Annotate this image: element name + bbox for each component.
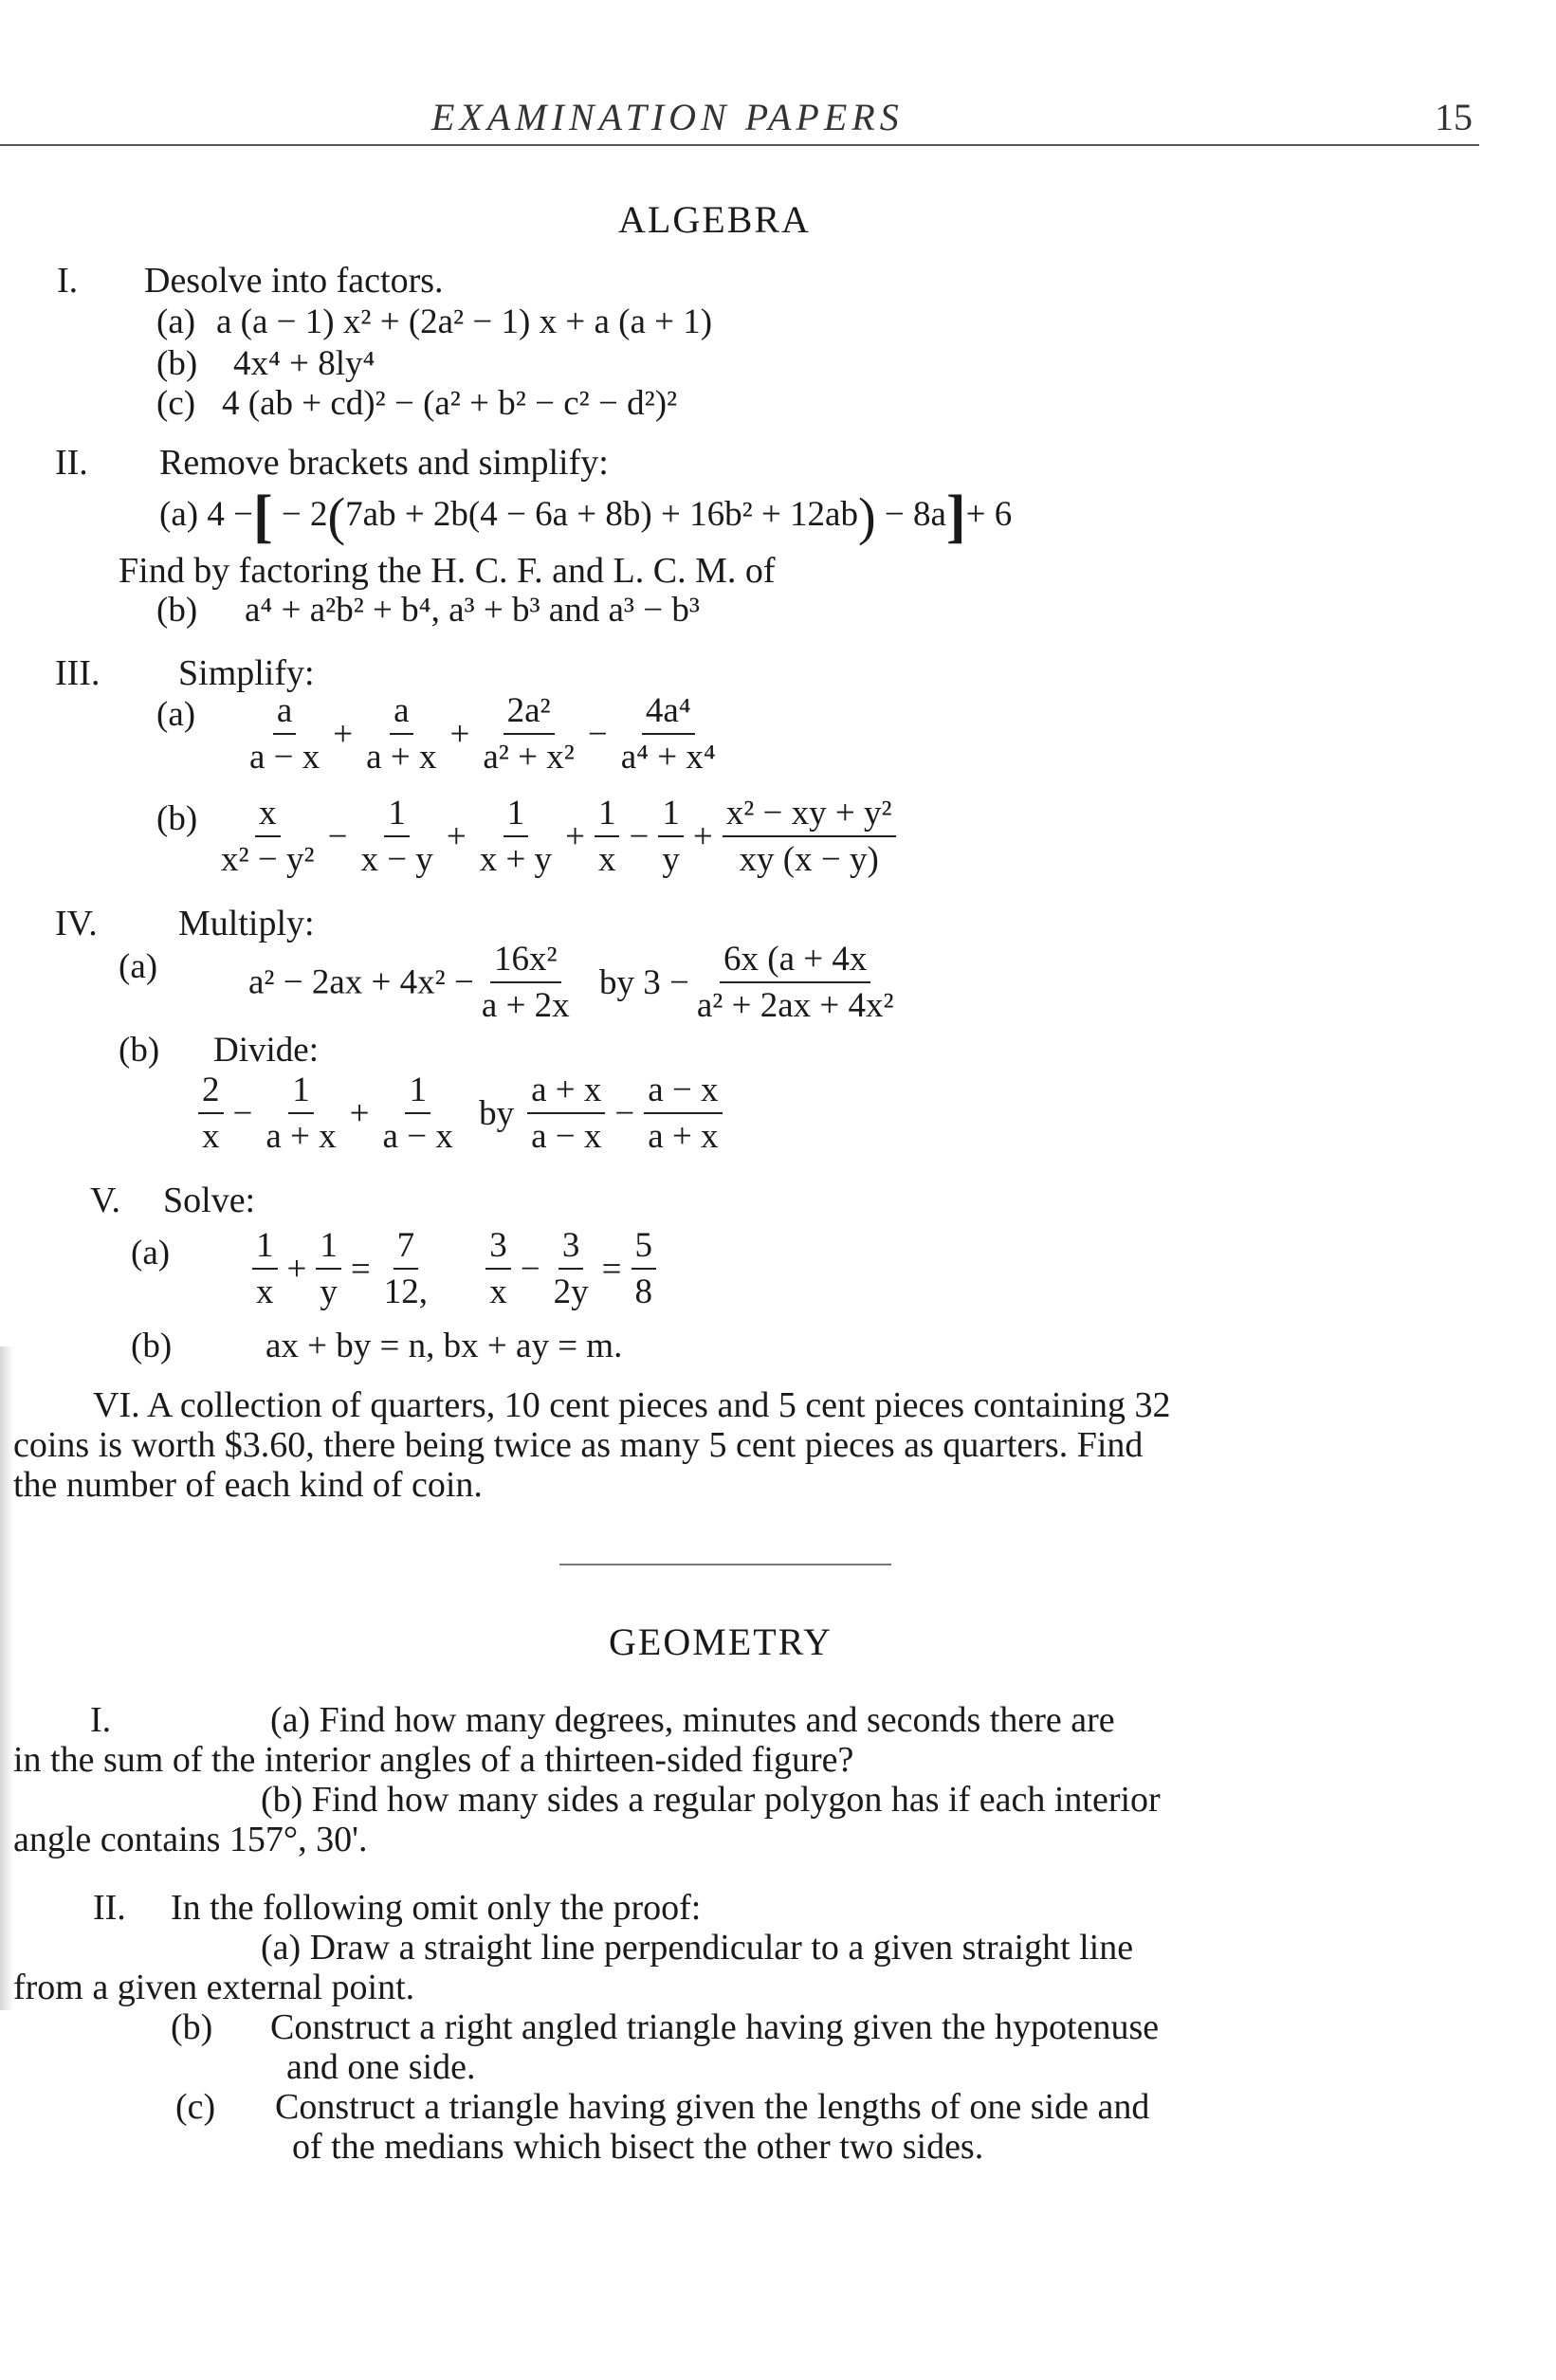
- plus-sign: +: [286, 1249, 307, 1289]
- denominator: 8: [634, 1272, 652, 1311]
- fraction: [658, 793, 684, 880]
- fraction: [252, 1225, 278, 1312]
- numerator: 3: [558, 1225, 584, 1270]
- q5-b-expr: ax + by = n, bx + ay = m.: [265, 1327, 623, 1365]
- plus-sign: +: [565, 816, 585, 856]
- q2-a-start: 4 −: [207, 494, 253, 534]
- g1-b-line1: (b) Find how many sides a regular polygon has if each interior: [261, 1780, 1161, 1820]
- minus-sign: −: [232, 1093, 253, 1133]
- q3-b-expr: [213, 793, 900, 880]
- q2-a-mid2: − 8a: [884, 494, 946, 534]
- q2-a-line: [159, 484, 1012, 551]
- algebra-title: ALGEBRA: [618, 198, 811, 241]
- q4-text: Multiply:: [178, 904, 315, 943]
- denominator: a − x: [531, 1117, 602, 1156]
- denominator: a² + 2ax + 4x²: [696, 986, 894, 1025]
- q3-text: Simplify:: [178, 653, 315, 693]
- q4-a-label: (a): [119, 947, 158, 986]
- fraction: [723, 793, 896, 880]
- denominator: x: [489, 1272, 507, 1311]
- q2-b-expr: a⁴ + a²b² + b⁴, a³ + b³ and a³ − b³: [245, 591, 700, 630]
- numerator: 5: [632, 1225, 657, 1270]
- header-rule: [0, 144, 1479, 146]
- fraction: [644, 1070, 722, 1157]
- plus-sign: +: [692, 816, 713, 856]
- denominator: x: [202, 1117, 220, 1156]
- q4-b-by: by: [479, 1093, 515, 1133]
- fraction: [632, 1225, 657, 1312]
- denominator: y: [662, 840, 680, 879]
- numerator: 1: [405, 1070, 430, 1114]
- fraction: [527, 1070, 605, 1157]
- denominator: 2y: [553, 1272, 589, 1311]
- fraction: [198, 1070, 224, 1157]
- minus-sign: −: [520, 1249, 540, 1289]
- page-edge-shadow: [0, 1346, 13, 2010]
- numerator: a: [273, 690, 296, 735]
- denominator: x − y: [360, 840, 433, 879]
- fraction: [476, 793, 556, 880]
- q4-b-expr: [194, 1070, 726, 1157]
- numerator: 4a⁴: [642, 690, 695, 735]
- minus-sign: −: [587, 714, 608, 754]
- q4-label: IV.: [55, 904, 98, 943]
- q1-a-label: (a): [156, 302, 196, 341]
- q4-a-polynomial: a² − 2ax + 4x² −: [248, 962, 474, 1002]
- g1-label: I.: [90, 1700, 112, 1740]
- numerator: 1: [658, 793, 684, 837]
- plus-sign: +: [446, 816, 467, 856]
- denominator: a + x: [648, 1117, 719, 1156]
- fraction: [485, 1225, 511, 1312]
- right-square-bracket: ]: [945, 485, 966, 549]
- q3-label: III.: [55, 653, 101, 693]
- denominator: x + y: [479, 840, 553, 879]
- q1-b-expr: 4x⁴ + 8ly⁴: [233, 344, 375, 383]
- q4-b-text: Divide:: [213, 1031, 319, 1070]
- fraction: [617, 690, 720, 778]
- q1-text: Desolve into factors.: [144, 261, 444, 301]
- q2-find-text: Find by factoring the H. C. F. and L. C. M. of: [119, 551, 776, 591]
- q2-label: II.: [55, 443, 88, 483]
- numerator: x: [255, 793, 281, 837]
- numerator: 1: [384, 793, 410, 837]
- q3-a-label: (a): [156, 695, 196, 734]
- g1-a-line1: (a) Find how many degrees, minutes and seconds there are: [270, 1700, 1115, 1740]
- minus-sign: −: [614, 1093, 635, 1133]
- equals-sign: =: [601, 1249, 622, 1289]
- denominator: a + 2x: [481, 986, 570, 1025]
- numerator: a − x: [644, 1070, 722, 1114]
- left-square-bracket: [: [252, 485, 273, 549]
- fraction: [217, 793, 319, 880]
- q1-label: I.: [57, 261, 79, 301]
- g2-b-line1: Construct a right angled triangle having given the hypotenuse: [270, 2007, 1160, 2047]
- g2-c-label: (c): [175, 2087, 216, 2127]
- minus-sign: −: [629, 816, 650, 856]
- g1-a-line2: in the sum of the interior angles of a thirteen-sided figure?: [13, 1740, 854, 1780]
- q2-a-end: + 6: [965, 494, 1013, 534]
- minus-sign: −: [327, 816, 348, 856]
- numerator: 16x²: [490, 939, 561, 983]
- q2-a-inner: 7ab + 2b(4 − 6a + 8b) + 16b² + 12ab: [345, 494, 858, 534]
- g2-a-line1: (a) Draw a straight line perpendicular to a given straight line: [261, 1928, 1134, 1968]
- denominator: a + x: [265, 1117, 337, 1156]
- denominator: a − x: [249, 738, 320, 777]
- fraction: [550, 1225, 593, 1312]
- denominator: 12,: [383, 1272, 428, 1311]
- numerator: 1: [316, 1225, 341, 1270]
- numerator: 2: [198, 1070, 224, 1114]
- fraction: [246, 690, 323, 778]
- q6-line1: VI. A collection of quarters, 10 cent pieces and 5 cent pieces containing 32: [93, 1385, 1171, 1425]
- denominator: y: [320, 1272, 338, 1311]
- left-paren: (: [327, 487, 346, 547]
- fraction: [379, 1070, 457, 1157]
- denominator: a⁴ + x⁴: [620, 738, 716, 777]
- fraction: [262, 1070, 339, 1157]
- q5-a-label: (a): [131, 1234, 171, 1272]
- fraction: [362, 690, 440, 778]
- q5-label: V.: [90, 1181, 121, 1220]
- numerator: a + x: [527, 1070, 605, 1114]
- q6-line3: the number of each kind of coin.: [13, 1465, 483, 1505]
- fraction: [479, 690, 577, 778]
- fraction: [693, 939, 898, 1026]
- q1-c-label: (c): [156, 384, 196, 423]
- q3-b-label: (b): [156, 799, 198, 838]
- fraction: [316, 1225, 341, 1312]
- q5-a-expr: [248, 1225, 660, 1312]
- numerator: 3: [485, 1225, 511, 1270]
- denominator: a + x: [366, 738, 437, 777]
- q6-line2: coins is worth $3.60, there being twice as many 5 cent pieces as quarters. Find: [13, 1425, 1144, 1465]
- equals-sign: =: [350, 1249, 371, 1289]
- q2-a-label: (a): [159, 494, 199, 534]
- numerator: 2a²: [503, 690, 555, 735]
- denominator: a − x: [382, 1117, 453, 1156]
- running-header: EXAMINATION PAPERS: [431, 96, 904, 138]
- denominator: x² − y²: [221, 840, 315, 879]
- g2-text: In the following omit only the proof:: [171, 1888, 702, 1928]
- g2-c-line1: Construct a triangle having given the lengths of one side and: [275, 2087, 1150, 2127]
- g2-b-label: (b): [171, 2007, 213, 2047]
- numerator: x² − xy + y²: [723, 793, 896, 837]
- numerator: 1: [503, 793, 529, 837]
- q5-b-label: (b): [131, 1327, 173, 1365]
- denominator: x: [597, 840, 616, 879]
- fraction: [357, 793, 436, 880]
- fraction: [595, 793, 620, 880]
- numerator: 1: [288, 1070, 314, 1114]
- g2-label: II.: [93, 1888, 126, 1928]
- denominator: a² + x²: [483, 738, 575, 777]
- denominator: x: [256, 1272, 274, 1311]
- section-divider: [559, 1564, 891, 1565]
- q3-a-expr: [242, 690, 723, 778]
- page-number: 15: [1435, 96, 1473, 138]
- q1-a-expr: a (a − 1) x² + (2a² − 1) x + a (a + 1): [216, 302, 713, 341]
- q2-a-mid1: − 2: [281, 494, 328, 534]
- q4-a-expr: [248, 939, 902, 1026]
- numerator: 1: [252, 1225, 278, 1270]
- plus-sign: +: [333, 714, 354, 754]
- fraction: [478, 939, 574, 1026]
- q4-b-label: (b): [119, 1031, 160, 1070]
- plus-sign: +: [449, 714, 470, 754]
- numerator: a: [390, 690, 412, 735]
- g2-c-line2: of the medians which bisect the other two sides.: [292, 2127, 984, 2167]
- denominator: xy (x − y): [739, 840, 879, 879]
- q2-text: Remove brackets and simplify:: [159, 443, 609, 483]
- g2-b-line2: and one side.: [286, 2047, 476, 2087]
- plus-sign: +: [349, 1093, 370, 1133]
- numerator: 1: [595, 793, 620, 837]
- geometry-title: GEOMETRY: [609, 1620, 833, 1663]
- q1-b-label: (b): [156, 344, 198, 383]
- numerator: 7: [394, 1225, 419, 1270]
- fraction: [380, 1225, 431, 1312]
- q2-b-label: (b): [156, 591, 198, 630]
- q1-c-expr: 4 (ab + cd)² − (a² + b² − c² − d²)²: [222, 384, 678, 423]
- right-paren: ): [857, 487, 876, 547]
- numerator: 6x (a + 4x: [720, 939, 870, 983]
- q4-a-by: by 3 −: [598, 962, 689, 1002]
- q5-text: Solve:: [163, 1181, 256, 1220]
- g2-a-line2: from a given external point.: [13, 1968, 415, 2007]
- g1-b-line2: angle contains 157°, 30'.: [13, 1820, 368, 1859]
